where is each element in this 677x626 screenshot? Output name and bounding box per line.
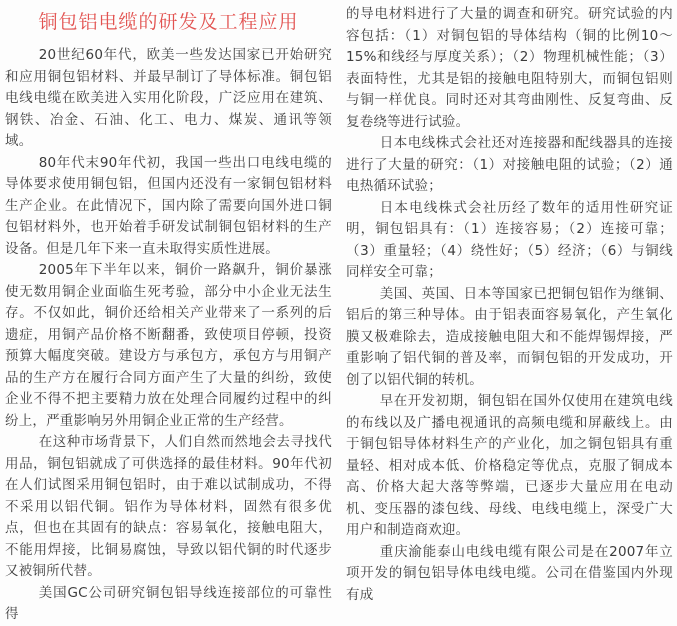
paragraph: 早在开发初期，铜包铝在国外仅使用在建筑电线的布线以及广播电视通讯的高频电缆和屏蔽线上。由于铜包铝导体材料生产的产业化，加之铜包铝具有重量轻、相对成本低、价格稳定等优点，克服了铜成本高、价格大起大落等弊端，已逐步大量应用在电动机、变压器的漆包线、母线、电线电缆上，深受广大用户和制造商欢迎。: [346, 393, 673, 538]
paragraph: 2005年下半年以来，铜价一路飙升，铜价暴涨使无数用铜企业面临生死考验，部分中小企业无法生存。不仅如此，铜价还给相关产业带来了一系列的后遗症，用铜产品价格不断翻番，致使项目停顿，投资预算大幅度突破。建设方与承包方，承包方与用铜产品的生产方在履行合同方面产生了大量的纠纷，致使企业不得不把主要精力放在处理合同履约过程中的纠纷上，严重影响另外用铜企业正常的生产经营。: [5, 262, 332, 429]
right-column: [346, 4, 673, 603]
paragraph-continuation: 的导电材料进行了大量的调查和研究。研究试验的内容包括：（1）对铜包铝的导体结构（铜的比例10～15%和线经与厚度关系）；（2）物理机械性能；（3）表面特性，尤其是铝的接触电阻特别大，而铜包铝则与铜一样优良。同时还对其弯曲刚性、反复弯曲、反复卷绕等进行试验。: [346, 6, 673, 130]
article-title: 铜包铝电缆的研发及工程应用: [38, 11, 299, 33]
paragraph: 80年代末90年代初，我国一些出口电线电缆的导体要求使用铜包铝，但国内还没有一家铜包铝材料生产企业。在此情况下，国内除了需要向国外进口铜包铝材料外，也开始着手研发试制铜包铝材料的生产设备。但是几年下来一直未取得实质性进展。: [5, 154, 332, 257]
paragraph: 重庆渝能泰山电线电缆有限公司是在2007年立项开发的铜包铝导体电线电缆。公司在借鉴国内外现有成: [346, 543, 673, 603]
paragraph: 在这种市场背景下，人们自然而然地会去寻找代用品，铜包铝就成了可供选择的最佳材料。90年代初在人们试图采用铜包铝时，由于难以试制成功，不得不采用以铝代铜。铝作为导体材料，固然有很多优点，但也在其固有的缺点：容易氧化，接触电阻大，不能用焊接，比铜易腐蚀，导致以铝代铜的时代逐步又被铜所代替。: [5, 434, 332, 579]
paragraph: 20世纪60年代，欧美一些发达国家已开始研究和应用铜包铝材料、并最早制订了导体标准。铜包铝电线电缆在欧美进入实用化阶段，广泛应用在建筑、钢铁、冶金、石油、化工、电力、煤炭、通讯等领域。: [5, 47, 332, 149]
left-column: [5, 4, 332, 622]
paragraph: 美国GC公司研究铜包铝导线连接部位的可靠性得: [5, 584, 332, 622]
paragraph: 日本电线株式会社历经了数年的适用性研究证明，铜包铝具有：（1）连接容易；（2）连接可靠；（3）重量轻；（4）绕性好；（5）经济；（6）与铜线同样安全可靠；: [346, 199, 673, 280]
paragraph: 日本电线株式会社还对连接器和配线器具的连接进行了大量的研究：（1）对接触电阻的试验；（2）通电热循环试验；: [346, 135, 673, 194]
paragraph: 美国、英国、日本等国家已把铜包铝作为继铜、铝后的第三种导体。由于铝表面容易氧化，产生氧化膜又极难除去，造成接触电阻大和不能焊锡焊接，严重影响了铝代铜的普及率，而铜包铝的开发成功，开创了以铝代铜的转机。: [346, 285, 673, 388]
